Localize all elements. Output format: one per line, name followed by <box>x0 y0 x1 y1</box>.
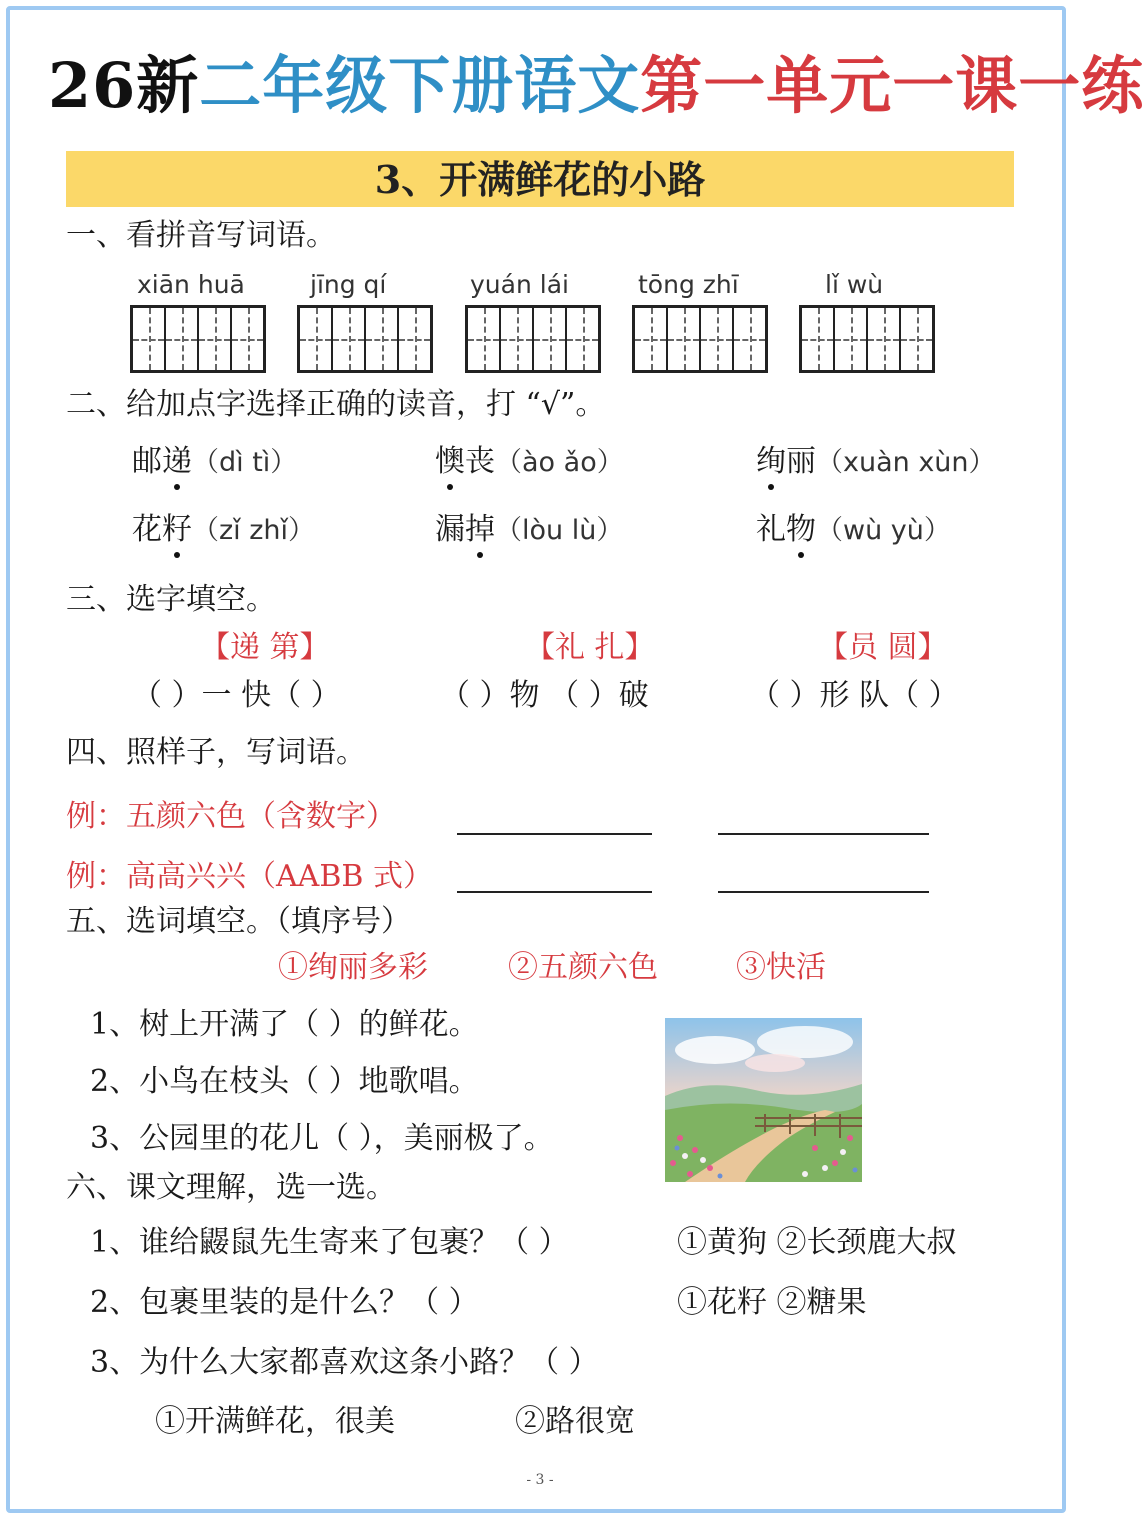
answer-line-1[interactable] <box>457 833 652 835</box>
sentence-1[interactable]: 1、树上开满了（ ）的鲜花。 <box>90 1007 479 1042</box>
example-2: 例：高高兴兴（AABB 式） <box>66 859 433 894</box>
fill-blank-2[interactable]: （ ）物 （ ）破 <box>440 678 649 713</box>
sentence-3[interactable]: 3、公园里的花儿（ ），美丽极了。 <box>90 1121 554 1156</box>
answer-options-1[interactable]: ①黄狗 ②长颈鹿大叔 <box>677 1225 957 1260</box>
pinyin-3: yuán lái <box>470 270 569 299</box>
char-group-1: 【递 第】 <box>200 630 330 665</box>
pinyin-2: jīng qí <box>310 270 387 299</box>
question-1[interactable]: 1、谁给鼹鼠先生寄来了包裹？（ ） <box>90 1225 569 1260</box>
page-number: - 3 - <box>526 1472 554 1488</box>
reading-item-5[interactable]: 漏掉（lòu lù） <box>435 510 623 551</box>
writing-grid-5[interactable] <box>799 305 935 373</box>
flower-path-scenery-image <box>665 1018 862 1182</box>
reading-item-2[interactable]: 懊丧（ào ǎo） <box>435 442 624 483</box>
pinyin-1: xiān huā <box>137 270 245 299</box>
answer-options-2[interactable]: ①花籽 ②糖果 <box>677 1285 867 1320</box>
pinyin-5: lǐ wù <box>825 270 884 299</box>
writing-grid-2[interactable] <box>297 305 433 373</box>
reading-item-6[interactable]: 礼物（wù yù） <box>756 510 951 551</box>
answer-line-2[interactable] <box>718 833 929 835</box>
answer-option-3b[interactable]: ②路很宽 <box>515 1404 635 1439</box>
word-option-1: ①绚丽多彩 <box>278 950 428 985</box>
section5-heading: 五、选词填空。（填序号） <box>66 904 411 939</box>
page-title: 26新二年级下册语文第一单元一课一练 <box>48 49 1144 122</box>
reading-item-4[interactable]: 花籽（zǐ zhǐ） <box>132 510 315 551</box>
question-3[interactable]: 3、为什么大家都喜欢这条小路？（ ） <box>90 1345 599 1380</box>
lesson-title-banner: 3、开满鲜花的小路 <box>66 151 1014 207</box>
answer-line-3[interactable] <box>457 891 652 893</box>
writing-grid-1[interactable] <box>130 305 266 373</box>
section4-heading: 四、照样子，写词语。 <box>66 735 366 770</box>
answer-line-4[interactable] <box>718 891 929 893</box>
section2-heading: 二、给加点字选择正确的读音，打 “√”。 <box>66 387 606 422</box>
fill-blank-3[interactable]: （ ）形 队（ ） <box>750 678 959 713</box>
sentence-2[interactable]: 2、小鸟在枝头（ ）地歌唱。 <box>90 1064 479 1099</box>
writing-grid-3[interactable] <box>465 305 601 373</box>
word-option-2: ②五颜六色 <box>508 950 658 985</box>
section6-heading: 六、课文理解，选一选。 <box>66 1170 396 1205</box>
fill-blank-1[interactable]: （ ）一 快（ ） <box>132 678 341 713</box>
example-1: 例：五颜六色（含数字） <box>66 799 396 834</box>
word-option-3: ③快活 <box>736 950 826 985</box>
question-2[interactable]: 2、包裹里装的是什么？（ ） <box>90 1285 479 1320</box>
reading-item-1[interactable]: 邮递（dì tì） <box>132 442 297 483</box>
answer-option-3a[interactable]: ①开满鲜花，很美 <box>155 1404 395 1439</box>
reading-item-3[interactable]: 绚丽（xuàn xùn） <box>756 442 996 483</box>
char-group-3: 【员 圆】 <box>818 630 948 665</box>
pinyin-4: tōng zhī <box>638 270 739 299</box>
writing-grid-4[interactable] <box>632 305 768 373</box>
char-group-2: 【礼 扎】 <box>525 630 655 665</box>
section3-heading: 三、选字填空。 <box>66 582 276 617</box>
section1-heading: 一、看拼音写词语。 <box>66 218 336 253</box>
